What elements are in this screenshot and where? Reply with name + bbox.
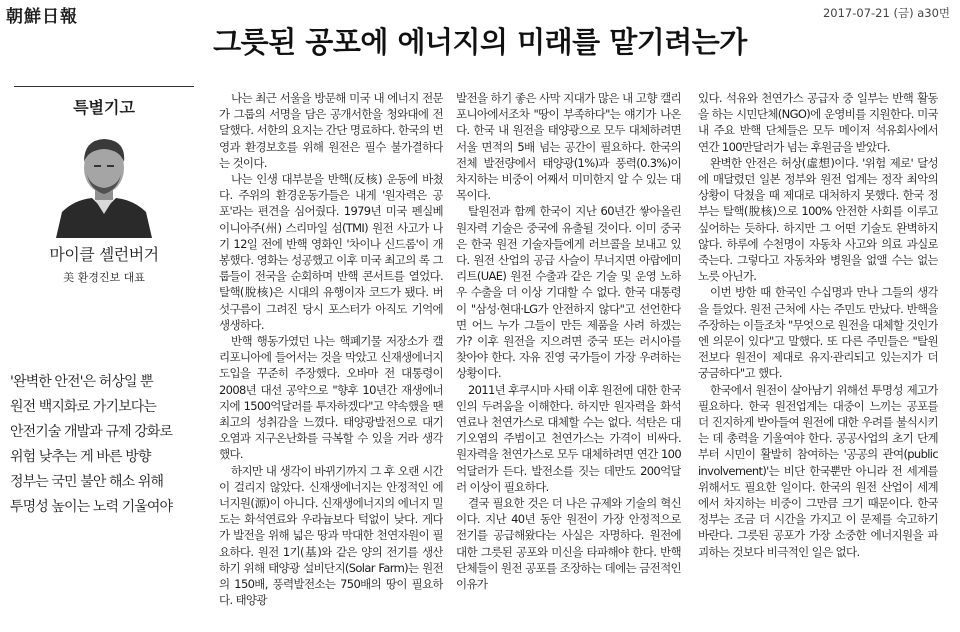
author-affiliation: 美 환경진보 대표 [63, 271, 145, 284]
paragraph: 하지만 내 생각이 바뀌기까지 그 후 오랜 시간이 걸리지 않았다. 신재생에너지는 안정적인 에너지원(源)이 아니다. 신재생에너지의 에너지 밀도는 화석연료와 우라늄보다 턱없이 낮다. 게다가 발전을 위해 넓은 땅과 막대한 천연자원이 필요하다. 원전 1기(基)와 같은 양의 전기를 생산하기 위해 태양광 설비단지(Solar Farm)는 원전의 150배, 풍력발전소는 750배의 땅이 필요하다. 태양광 [219, 463, 443, 608]
paragraph: 나는 인생 대부분을 반핵(反核) 운동에 바쳤다. 주위의 환경운동가들은 내게 '원자력은 공포'라는 편견을 심어줬다. 1979년 미국 펜실베이니아주(州) 스리마일 섬(TMI) 원전 사고가 나기 12일 전에 반핵 영화인 '차이나 신드롬'이 개봉했다. 영화는 성공했고 이후 미국 최고의 록 그룹들이 전국을 순회하며 반핵 콘서트를 열었다. 탈핵(脫核)은 시대의 유행이자 코드가 됐다. 버섯구름이 그려진 당시 포스터가 아직도 기억에 생생하다. [219, 172, 443, 332]
author-portrait [54, 128, 154, 238]
publication-date: 2017-07-21 (금) a30면 [822, 6, 950, 20]
paragraph: 탈원전과 함께 한국이 지난 60년간 쌓아올린 원자력 기술은 중국에 유출될 것이다. 이미 중국은 한국 원전 기술자들에게 러브콜을 보내고 있다. 원전 산업의 공급 사슬이 무너지면 아랍에미리트(UAE) 원전 수출과 같은 기술 및 운영 노하우 수출을 더 이상 기대할 수 없다. 한국 대통령이 "삼성·현대·LG가 안전하지 않다"고 선언한다면 어느 누가 그들이 만든 제품을 사려 하겠는가? 이후 원전을 지으려면 중국 또는 러시아를 찾아야 한다. 자유 진영 국가들이 가장 우려하는 상황이다. [456, 204, 681, 381]
newspaper-masthead: 朝鮮日報 [6, 7, 78, 27]
paragraph: 2011년 후쿠시마 사태 이후 원전에 대한 한국인의 두려움을 이해한다. 하지만 원자력을 화석연료나 천연가스로 대체할 수는 없다. 석탄은 대기오염의 주범이고 천연가스는 가격이 비싸다. 원자력을 천연가스로 모두 대체하려면 연간 100억달러가 든다. 발전소를 짓는 데만도 200억달러 이상이 필요하다. [456, 382, 681, 494]
headline: 그릇된 공포에 에너지의 미래를 맡기려는가 [213, 25, 747, 59]
article-column-1 [219, 90, 443, 628]
paragraph: 한국에서 원전이 살아남기 위해선 투명성 제고가 필요하다. 한국 원전업계는 대중이 느끼는 공포를 더 진지하게 받아들여 원전에 대한 우려를 불식시키는 데 총력을 기울여야 한다. 공공사업의 초기 단계부터 시민이 활발히 참여하는 '공공의 관여(public involvement)'는 비단 한국뿐만 아니라 전 세계를 위해서도 필요한 일이다. 한국의 원전 산업이 세계에서 차지하는 비중이 그만큼 크기 때문이다. 한국 정부는 조금 더 시간을 가지고 이 문제를 숙고하기 바란다. 그릇된 공포가 가장 소중한 에너지원을 파괴하는 것보다 비극적인 일은 없다. [698, 382, 938, 559]
paragraph: 완벽한 안전은 허상(虛想)이다. '위험 제로' 달성에 매달렸던 일본 정부와 원전 업계는 정작 최악의 상황이 닥쳤을 때 제대로 대처하지 못했다. 한국 정부는 탈핵(脫核)으로 100% 안전한 사회를 이루고 싶어하는 듯하다. 하지만 그 어떤 기술도 완벽하지 않다. 하루에 수천명이 자동차 사고와 의료 과실로 죽는다. 그렇다고 자동차와 병원을 없앨 수는 없는 노릇 아닌가. [698, 155, 938, 284]
author-name: 마이클 셸런버거 [49, 245, 159, 264]
pull-quote-line: 정부는 국민 불안 해소 위해 [10, 474, 164, 490]
pull-quote-line: '완벽한 안전'은 허상일 뿐 [10, 374, 153, 390]
article-column-2 [456, 90, 681, 628]
paragraph: 반핵 행동가였던 나는 핵폐기물 저장소가 캘리포니아에 들어서는 것을 막았고 신재생에너지 도입을 꾸준히 주장했다. 오바마 전 대통령이 2008년 대선 공약으로 "향후 10년간 재생에너지에 1500억달러를 투자하겠다"고 약속했을 땐 최고의 성취감을 느꼈다. 태양광발전으로 대기오염과 지구온난화를 극복할 수 있을 거라 생각했다. [219, 334, 443, 462]
pull-quote-line: 원전 백지화로 가기보다는 [10, 399, 156, 415]
paragraph: 나는 최근 서울을 방문해 미국 내 에너지 전문가 그룹의 서명을 담은 공개서한을 청와대에 전달했다. 서한의 요지는 간단 명료하다. 한국의 번영과 환경보호를 위해 원전은 필수 불가결하다는 것이다. [219, 91, 443, 170]
sidebar-top-rule [14, 86, 194, 87]
section-kicker: 특별기고 [73, 98, 135, 117]
pull-quote [10, 370, 206, 520]
pull-quote-line: 투명성 높이는 노력 기울여야 [10, 499, 173, 515]
paragraph: 결국 필요한 것은 더 나은 규제와 기술의 혁신이다. 지난 40년 동안 원전이 가장 안정적으로 전기를 공급해왔다는 사실은 자명하다. 원전에 대한 그릇된 공포와 미신을 타파해야 한다. 반핵 단체들이 원전 공포를 조장하는 데에는 금전적인 이유가 [456, 496, 681, 592]
paragraph: 있다. 석유와 천연가스 공급자 중 일부는 반핵 활동을 하는 시민단체(NGO)에 운영비를 지원한다. 미국 내 주요 반핵 단체들은 모두 메이저 석유회사에서 연간 100만달러가 넘는 후원금을 받았다. [698, 91, 938, 154]
pull-quote-line: 위험 낮추는 게 바른 방향 [10, 449, 151, 465]
paragraph: 이번 방한 때 한국인 수십명과 만나 그들의 생각을 들었다. 원전 근처에 사는 주민도 만났다. 반핵을 주장하는 이들조차 "무엇으로 원전을 대체할 것인가엔 의문이 있다"고 말했다. 또 다른 주민들은 "탈원전보다 원전이 제대로 유지·관리되고 있는지가 더 궁금하다"고 했다. [698, 285, 938, 381]
pull-quote-line: 안전기술 개발과 규제 강화로 [10, 424, 173, 440]
article-column-3 [698, 90, 938, 628]
paragraph: 발전을 하기 좋은 사막 지대가 많은 내 고향 캘리포니아에서조차 "땅이 부족하다"는 얘기가 나온다. 한국 내 원전을 태양광으로 모두 대체하려면 서울 면적의 5배 넘는 공간이 필요하다. 한국의 전체 발전량에서 태양광(1%)과 풍력(0.3%)이 차지하는 비중이 어째서 미미한지 알 수 있는 대목이다. [456, 91, 681, 203]
sidebar [14, 86, 194, 285]
